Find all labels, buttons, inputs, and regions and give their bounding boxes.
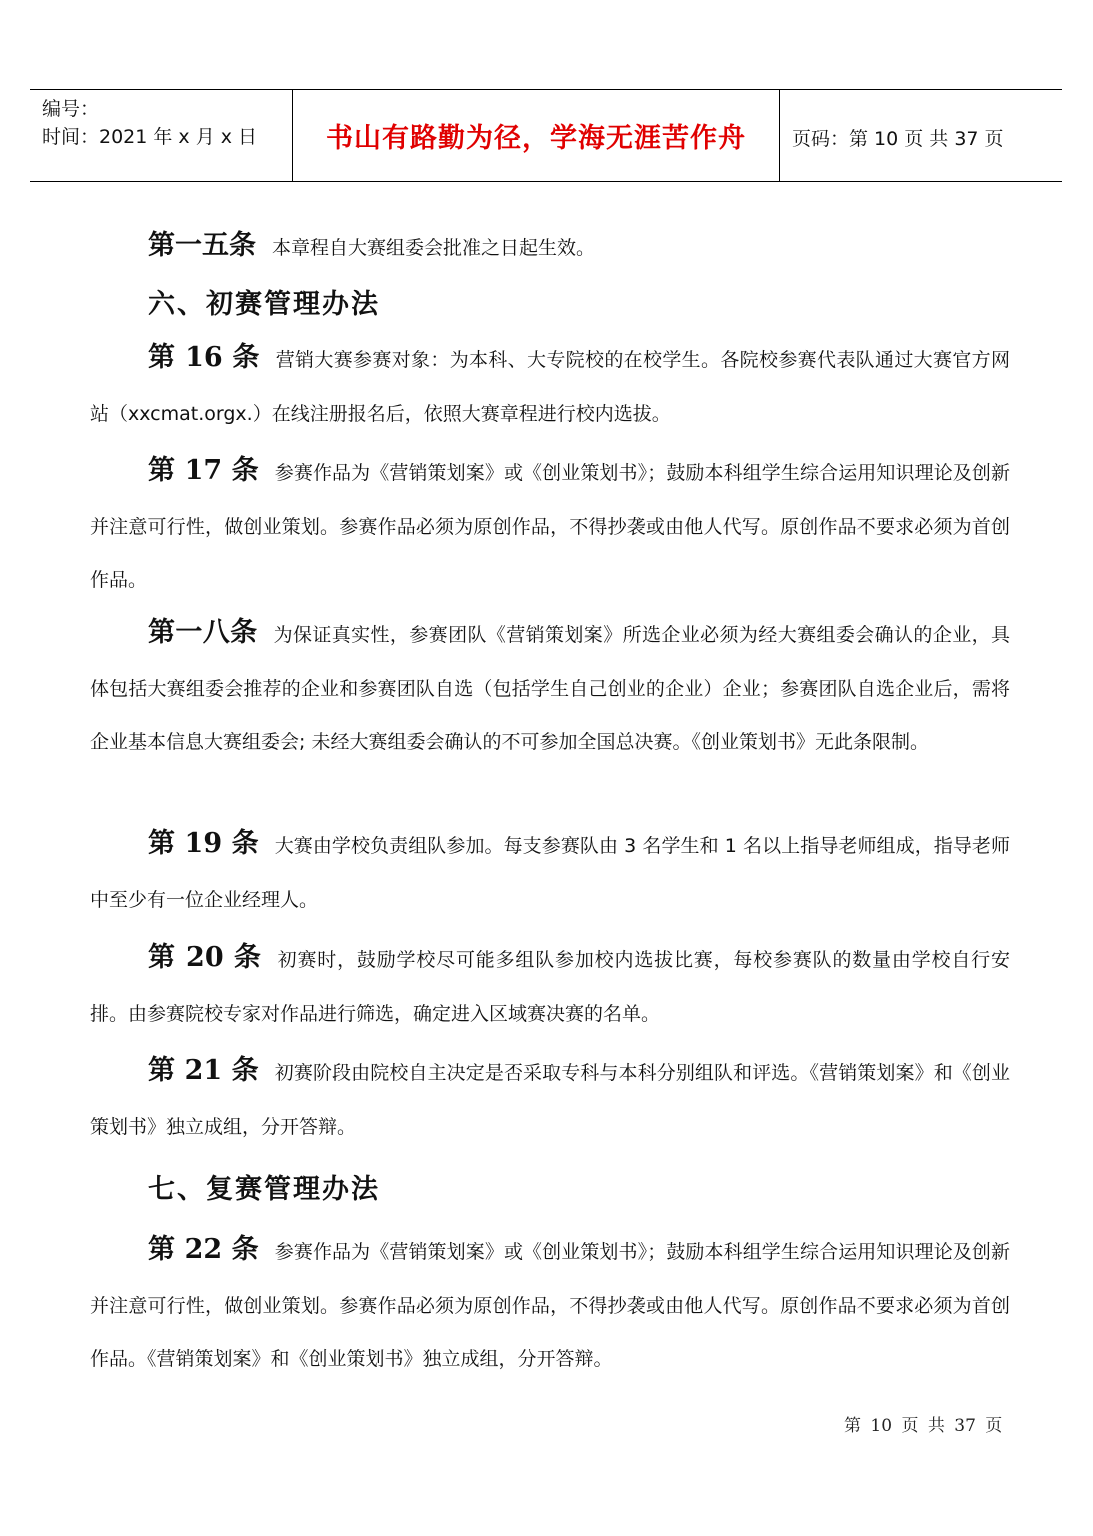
article-22-title: 第 22 条 <box>148 1234 259 1265</box>
header-meta-cell <box>30 90 293 181</box>
article-21-text: 初赛阶段由院校自主决定是否采取专科与本科分别组队和评选。《营销策划案》和《创业策划书》独立成组，分开答辩。 <box>90 1062 1010 1138</box>
article-17-text: 参赛作品为《营销策划案》或《创业策划书》；鼓励本科组学生综合运用知识理论及创新并注意可行性，做创业策划。参赛作品必须为原创作品，不得抄袭或由他人代写。原创作品不要求必须为首创作品。 <box>90 462 1010 591</box>
article-19 <box>90 817 1010 927</box>
article-18-title: 第一八条 <box>148 617 258 648</box>
section-6-heading: 六、初赛管理办法 <box>148 289 380 320</box>
article-15-title: 第一五条 <box>148 230 256 261</box>
article-18-text: 为保证真实性，参赛团队《营销策划案》所选企业必须为经大赛组委会确认的企业，具体包括大赛组委会推荐的企业和参赛团队自选（包括学生自己创业的企业）企业；参赛团队自选企业后，需将企业基本信息大赛组委会; 未经大赛组委会确认的不可参加全国总决赛。《创业策划书》无此条限制。 <box>90 624 1010 753</box>
header-page-number: 页码：第 10 页 共 37 页 <box>792 128 1004 150</box>
article-22 <box>90 1223 1010 1387</box>
article-21 <box>90 1044 1010 1154</box>
article-21-title: 第 21 条 <box>148 1055 259 1086</box>
article-20 <box>90 931 1010 1041</box>
article-17 <box>90 444 1010 608</box>
article-19-text: 大赛由学校负责组队参加。每支参赛队由 3 名学生和 1 名以上指导老师组成，指导老师中至少有一位企业经理人。 <box>90 835 1011 911</box>
article-20-text: 初赛时，鼓励学校尽可能多组队参加校内选拔比赛，每校参赛队的数量由学校自行安排。由参赛院校专家对作品进行筛选，确定进入区域赛决赛的名单。 <box>90 949 1010 1025</box>
document-date-label: 时间：2021 年 x 月 x 日 <box>42 126 258 148</box>
header-motto-cell <box>293 90 780 181</box>
article-15 <box>90 226 1010 268</box>
article-16-text: 营销大赛参赛对象：为本科、大专院校的在校学生。各院校参赛代表队通过大赛官方网站（xxcmat.orgx.）在线注册报名后，依照大赛章程进行校内选拔。 <box>90 349 1010 425</box>
article-15-text: 本章程自大赛组委会批准之日起生效。 <box>272 237 596 259</box>
header-motto: 书山有路勤为径，学海无涯苦作舟 <box>326 123 746 154</box>
section-7-heading: 七、复赛管理办法 <box>148 1174 380 1205</box>
article-18 <box>90 606 1010 770</box>
header-page-cell <box>780 90 1062 181</box>
article-16-title: 第 16 条 <box>148 342 260 373</box>
article-22-text: 参赛作品为《营销策划案》或《创业策划书》；鼓励本科组学生综合运用知识理论及创新并注意可行性，做创业策划。参赛作品必须为原创作品，不得抄袭或由他人代写。原创作品不要求必须为首创作品。《营销策划案》和《创业策划书》独立成组，分开答辩。 <box>90 1241 1010 1370</box>
article-16 <box>90 331 1010 441</box>
article-20-title: 第 20 条 <box>148 942 262 973</box>
document-number-label: 编号： <box>42 98 100 120</box>
article-19-title: 第 19 条 <box>148 828 259 859</box>
article-17-title: 第 17 条 <box>148 455 259 486</box>
page-footer-number: 第 10 页 共 37 页 <box>844 1416 1003 1436</box>
document-header <box>30 89 1062 182</box>
